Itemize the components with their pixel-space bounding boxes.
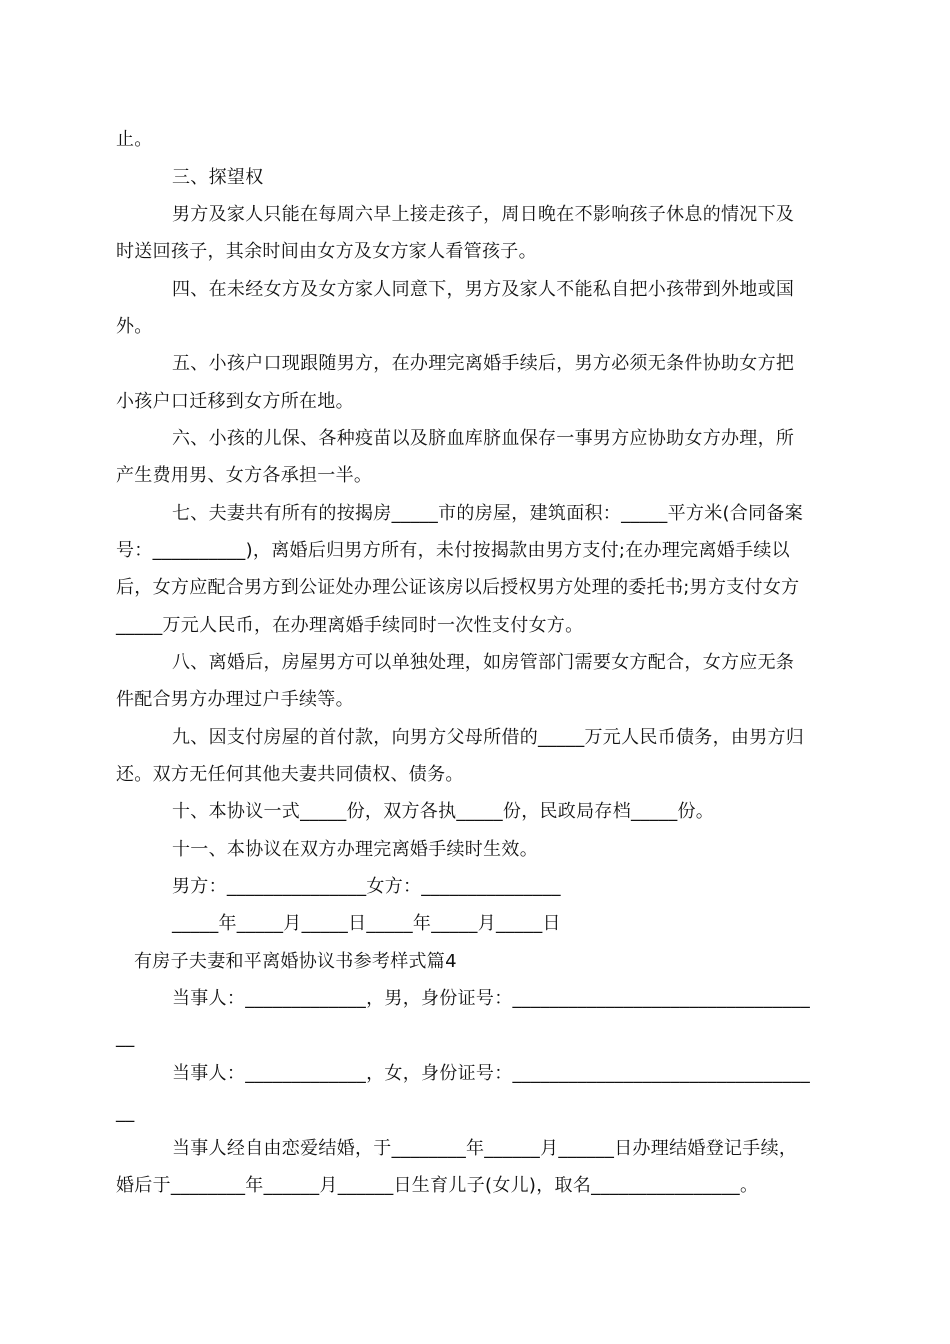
signature-line: 男方：_______________女方：_______________ <box>172 876 561 897</box>
text-line: 五、小孩户口现跟随男方，在办理完离婚手续后，男方必须无条件协助女方把 <box>172 353 795 374</box>
text-line: 婚后于________年______月______日生育儿子(女儿)，取名________________。 <box>116 1175 759 1196</box>
text-line: 六、小孩的儿保、各种疫苗以及脐血库脐血保存一事男方应协助女方办理，所 <box>172 428 795 449</box>
text-line: 四、在未经女方及女方家人同意下，男方及家人不能私自把小孩带到外地或国 <box>172 279 795 300</box>
text-line: 九、因支付房屋的首付款，向男方父母所借的_____万元人民币债务，由男方归 <box>172 727 805 748</box>
text-line: 产生费用男、女方各承担一半。 <box>116 465 373 486</box>
text-line: _____万元人民币，在办理离婚手续同时一次性支付女方。 <box>116 615 584 636</box>
text-line: 男方及家人只能在每周六早上接走孩子，周日晚在不影响孩子休息的情况下及 <box>172 204 795 225</box>
text-line: 止。 <box>116 129 153 150</box>
text-line: 八、离婚后，房屋男方可以单独处理，如房管部门需要女方配合，女方应无条 <box>172 652 795 673</box>
text-line: 十、本协议一式_____份，双方各执_____份，民政局存档_____份。 <box>172 801 715 822</box>
text-line: 当事人经自由恋爱结婚，于________年______月______日办理结婚登记手续， <box>172 1138 798 1159</box>
text-line: 还。双方无任何其他夫妻共同债权、债务。 <box>116 764 464 785</box>
text-line: 当事人：_____________，女，身份证号：________________________________ <box>172 1063 811 1084</box>
section-heading: 三、探望权 <box>172 167 264 188</box>
section-title: 有房子夫妻和平离婚协议书参考样式篇4 <box>134 951 457 972</box>
text-line: 小孩户口迁移到女方所在地。 <box>116 391 354 412</box>
text-line: __ <box>116 1027 135 1048</box>
text-line: 时送回孩子，其余时间由女方及女方家人看管孩子。 <box>116 241 537 262</box>
text-line: 当事人：_____________，男，身份证号：________________________________ <box>172 988 811 1009</box>
text-line: 外。 <box>116 316 153 337</box>
date-line: _____年_____月_____日_____年_____月_____日 <box>172 913 561 934</box>
text-line: __ <box>116 1102 135 1123</box>
text-line: 件配合男方办理过户手续等。 <box>116 689 354 710</box>
text-line: 七、夫妻共有所有的按揭房_____市的房屋，建筑面积：_____平方米(合同备案 <box>172 503 804 524</box>
text-line: 后，女方应配合男方到公证处办理公证该房以后授权男方处理的委托书;男方支付女方 <box>116 577 800 598</box>
text-line: 号：__________)，离婚后归男方所有，未付按揭款由男方支付;在办理完离婚手续以 <box>116 540 790 561</box>
text-line: 十一、本协议在双方办理完离婚手续时生效。 <box>172 839 538 860</box>
